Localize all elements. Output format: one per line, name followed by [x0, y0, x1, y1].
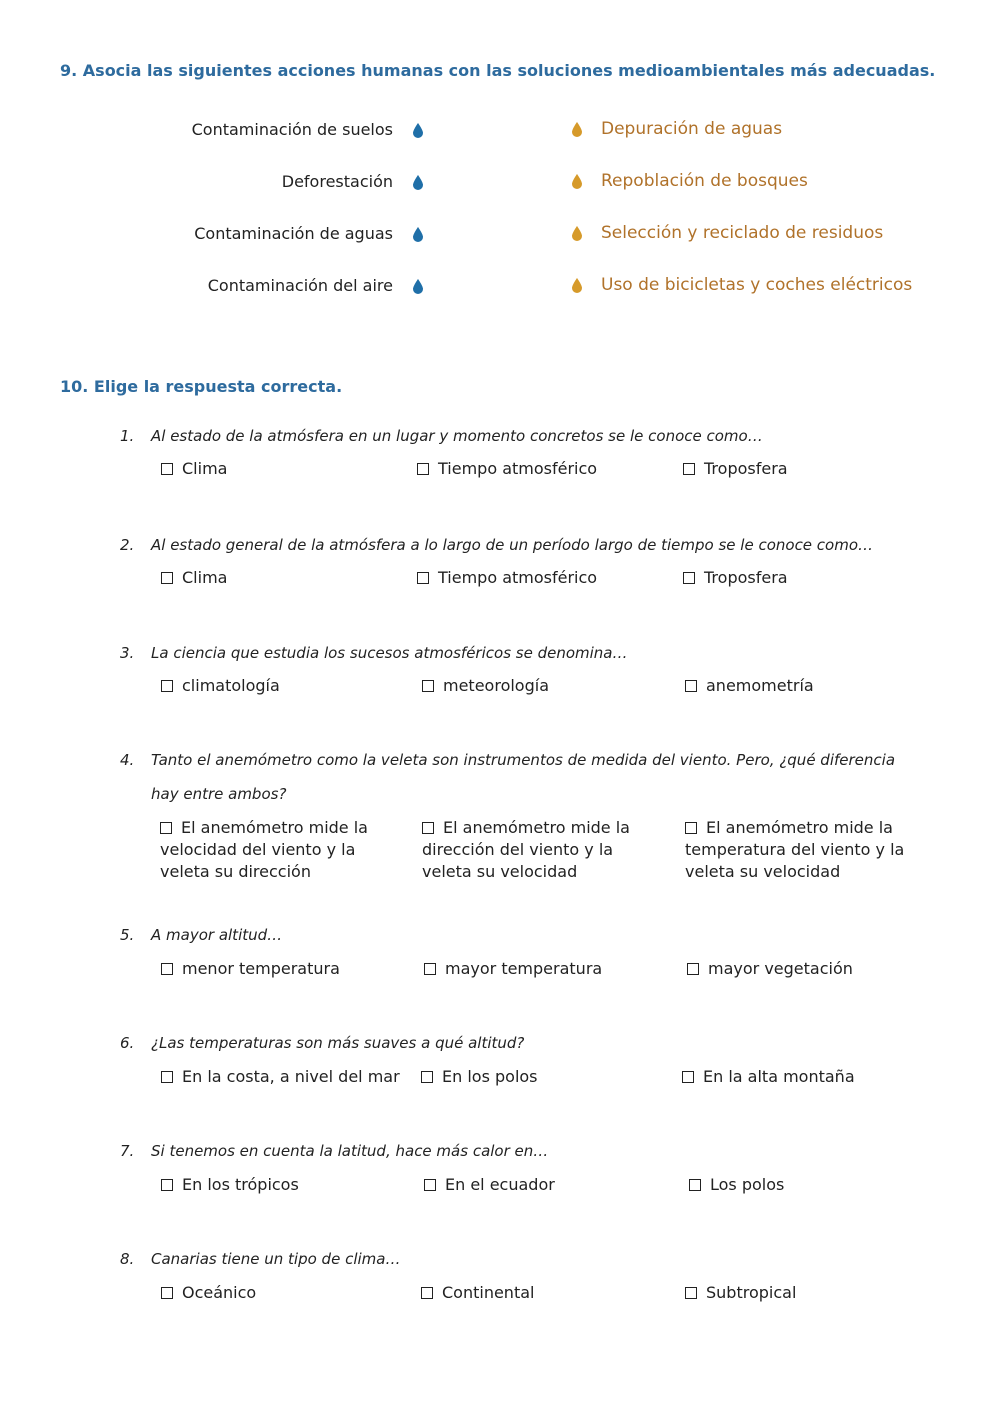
option-label: En los trópicos	[182, 1175, 299, 1194]
checkbox-icon[interactable]	[421, 1071, 433, 1083]
option-checkbox[interactable]	[683, 568, 788, 587]
option-label: Tiempo atmosférico	[438, 568, 598, 587]
left-item-4: Contaminación del aire	[207, 276, 393, 295]
question-text: Al estado general de la atmósfera a lo largo de un período largo de tiempo se le conoce como…	[151, 536, 874, 554]
question-number: 5.	[120, 926, 135, 944]
option-label: Tiempo atmosférico	[438, 459, 598, 478]
question-text: Si tenemos en cuenta la latitud, hace más calor en…	[151, 1142, 549, 1160]
checkbox-icon[interactable]	[161, 463, 173, 475]
question-number: 7.	[120, 1142, 135, 1160]
checkbox-icon[interactable]	[685, 1287, 697, 1299]
checkbox-icon[interactable]	[160, 822, 172, 834]
checkbox-icon[interactable]	[161, 1287, 173, 1299]
option-label: Clima	[182, 459, 228, 478]
checkbox-icon[interactable]	[683, 572, 695, 584]
option-checkbox[interactable]	[160, 817, 405, 883]
option-label: Oceánico	[182, 1283, 257, 1302]
option-checkbox[interactable]	[161, 676, 280, 695]
drop-handle-right-2[interactable]	[571, 173, 583, 189]
option-checkbox[interactable]	[417, 568, 597, 587]
option-label: En la costa, a nivel del mar	[182, 1067, 400, 1086]
option-label: En la alta montaña	[703, 1067, 855, 1086]
option-checkbox[interactable]	[161, 568, 227, 587]
drop-handle-right-4[interactable]	[571, 277, 583, 293]
question-text-continued: hay entre ambos?	[151, 785, 287, 803]
option-checkbox[interactable]	[689, 1175, 784, 1194]
option-label: Subtropical	[706, 1283, 797, 1302]
drop-handle-left-3[interactable]	[412, 226, 424, 242]
checkbox-icon[interactable]	[417, 463, 429, 475]
question-text: Tanto el anemómetro como la veleta son instrumentos de medida del viento. Pero, ¿qué diferencia	[151, 751, 896, 769]
drop-handle-right-1[interactable]	[571, 121, 583, 137]
question-number: 4.	[120, 751, 135, 769]
question-text: A mayor altitud…	[151, 926, 283, 944]
checkbox-icon[interactable]	[683, 463, 695, 475]
option-checkbox[interactable]	[685, 676, 814, 695]
option-checkbox[interactable]	[422, 676, 549, 695]
option-checkbox[interactable]	[424, 959, 602, 978]
option-label: climatología	[182, 676, 280, 695]
checkbox-icon[interactable]	[687, 963, 699, 975]
checkbox-icon[interactable]	[421, 1287, 433, 1299]
option-checkbox[interactable]	[161, 1283, 256, 1302]
option-label: En los polos	[442, 1067, 538, 1086]
checkbox-icon[interactable]	[161, 963, 173, 975]
question-text: La ciencia que estudia los sucesos atmosféricos se denomina…	[151, 644, 628, 662]
right-item-4: Uso de bicicletas y coches eléctricos	[601, 275, 913, 295]
option-checkbox[interactable]	[161, 1067, 400, 1086]
question-number: 8.	[120, 1250, 135, 1268]
drop-handle-right-3[interactable]	[571, 225, 583, 241]
option-label: En el ecuador	[445, 1175, 555, 1194]
option-label: Troposfera	[704, 459, 788, 478]
section-9-heading: 9. Asocia las siguientes acciones humanas con las soluciones medioambientales más adecuadas.	[60, 61, 936, 80]
question-number: 3.	[120, 644, 135, 662]
option-label: menor temperatura	[182, 959, 340, 978]
option-checkbox[interactable]	[421, 1283, 534, 1302]
checkbox-icon[interactable]	[424, 963, 436, 975]
right-item-3: Selección y reciclado de residuos	[601, 223, 884, 243]
option-label: El anemómetro mide la temperatura del viento y la veleta su velocidad	[685, 818, 905, 881]
option-checkbox[interactable]	[161, 959, 340, 978]
right-item-1: Depuración de aguas	[601, 119, 783, 139]
question-number: 6.	[120, 1034, 135, 1052]
option-label: anemometría	[706, 676, 814, 695]
question-number: 1.	[120, 427, 135, 445]
checkbox-icon[interactable]	[685, 680, 697, 692]
checkbox-icon[interactable]	[689, 1179, 701, 1191]
checkbox-icon[interactable]	[161, 1071, 173, 1083]
option-label: El anemómetro mide la velocidad del viento y la veleta su dirección	[160, 818, 368, 881]
option-checkbox[interactable]	[424, 1175, 555, 1194]
drop-handle-left-4[interactable]	[412, 278, 424, 294]
question-number: 2.	[120, 536, 135, 554]
checkbox-icon[interactable]	[424, 1179, 436, 1191]
checkbox-icon[interactable]	[161, 1179, 173, 1191]
option-checkbox[interactable]	[682, 1067, 855, 1086]
option-checkbox[interactable]	[161, 459, 227, 478]
drop-handle-left-2[interactable]	[412, 174, 424, 190]
section-10-heading: 10. Elige la respuesta correcta.	[60, 377, 343, 396]
option-label: mayor vegetación	[708, 959, 853, 978]
checkbox-icon[interactable]	[161, 680, 173, 692]
checkbox-icon[interactable]	[685, 822, 697, 834]
question-text: Canarias tiene un tipo de clima…	[151, 1250, 401, 1268]
option-checkbox[interactable]	[417, 459, 597, 478]
option-checkbox[interactable]	[685, 1283, 796, 1302]
option-label: Los polos	[710, 1175, 785, 1194]
checkbox-icon[interactable]	[682, 1071, 694, 1083]
left-item-3: Contaminación de aguas	[194, 224, 393, 243]
option-checkbox[interactable]	[687, 959, 853, 978]
option-checkbox[interactable]	[685, 817, 930, 883]
checkbox-icon[interactable]	[161, 572, 173, 584]
left-item-1: Contaminación de suelos	[191, 120, 393, 139]
option-checkbox[interactable]	[422, 817, 667, 883]
option-label: Continental	[442, 1283, 535, 1302]
option-checkbox[interactable]	[683, 459, 788, 478]
option-label: El anemómetro mide la dirección del viento y la veleta su velocidad	[422, 818, 630, 881]
right-item-2: Repoblación de bosques	[601, 171, 808, 191]
question-text: ¿Las temperaturas son más suaves a qué altitud?	[151, 1034, 525, 1052]
option-label: Troposfera	[704, 568, 788, 587]
option-label: Clima	[182, 568, 228, 587]
checkbox-icon[interactable]	[422, 822, 434, 834]
drop-handle-left-1[interactable]	[412, 122, 424, 138]
left-item-2: Deforestación	[281, 172, 393, 191]
checkbox-icon[interactable]	[422, 680, 434, 692]
option-label: mayor temperatura	[445, 959, 603, 978]
question-text: Al estado de la atmósfera en un lugar y momento concretos se le conoce como…	[151, 427, 763, 445]
option-checkbox[interactable]	[421, 1067, 538, 1086]
option-label: meteorología	[443, 676, 549, 695]
option-checkbox[interactable]	[161, 1175, 299, 1194]
checkbox-icon[interactable]	[417, 572, 429, 584]
